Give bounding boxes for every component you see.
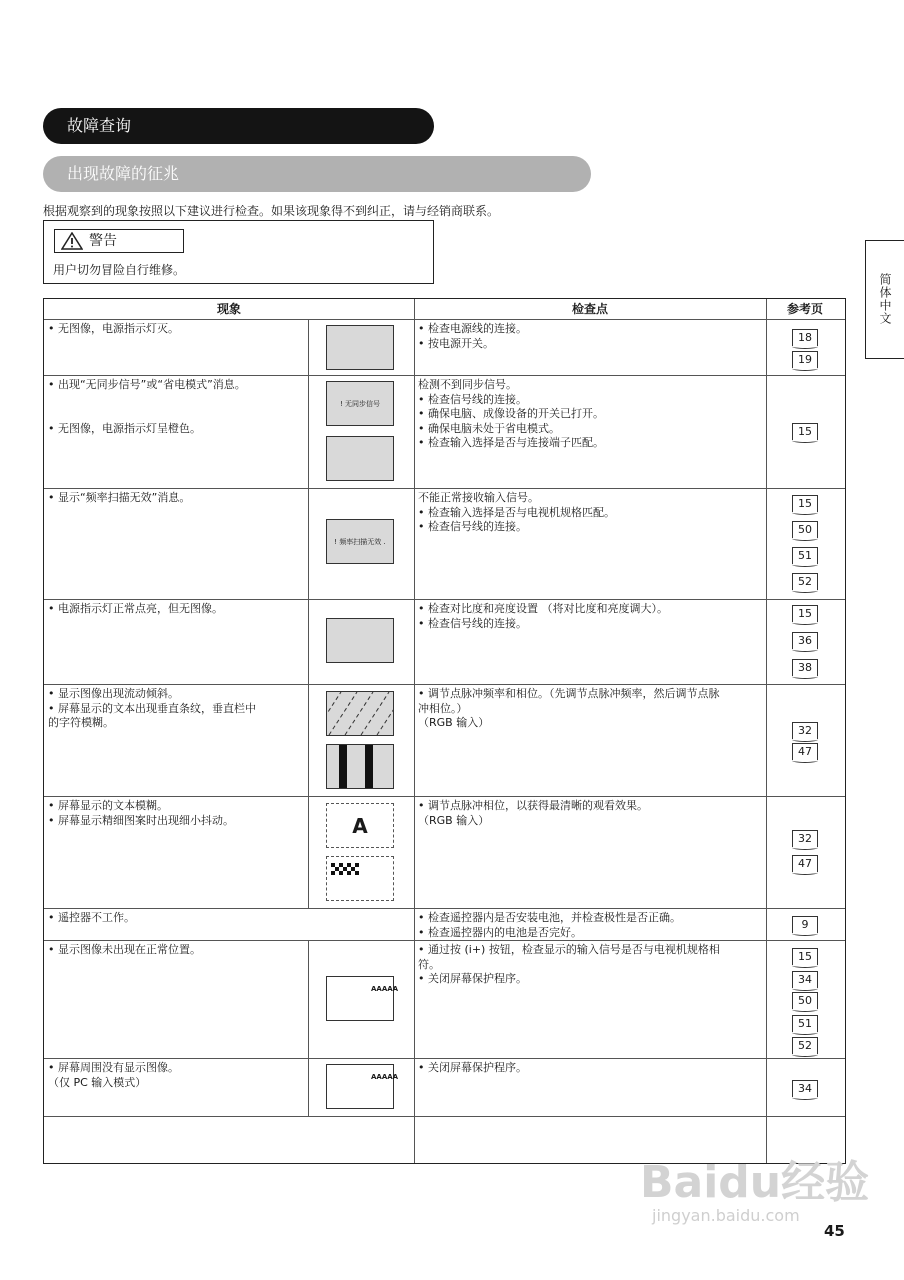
check-text: 符。 — [418, 957, 440, 971]
symptom-text: • 屏幕周围没有显示图像。 — [48, 1061, 179, 1074]
reference-page-icon: 50 — [792, 992, 818, 1009]
check-text: • 确保电脑未处于省电模式。 — [418, 421, 560, 435]
screen-illustration — [326, 381, 394, 426]
symptom-text: • 屏幕显示精细图案时出现细小抖动。 — [48, 813, 234, 827]
check-cell — [418, 491, 615, 535]
check-cell — [418, 799, 648, 828]
symptom-text: • 电源指示灯正常点亮，但无图像。 — [48, 602, 223, 615]
section-title: 故障查询 — [67, 116, 132, 135]
check-text: • 检查信号线的连接。 — [418, 392, 527, 406]
table-row — [44, 488, 844, 599]
reference-page-icon: 51 — [792, 547, 818, 564]
reference-page-icon: 32 — [792, 722, 818, 739]
reference-page-icon: 34 — [792, 971, 818, 988]
screen-illustration — [326, 976, 399, 1021]
reference-page-icon: 52 — [792, 1037, 818, 1054]
reference-page-icon: 52 — [792, 573, 818, 590]
symptom-text: • 出现“无同步信号”或“省电模式”消息。 — [48, 378, 246, 391]
diagonal-noise-graphic — [327, 692, 393, 735]
troubleshooting-table — [43, 298, 846, 1164]
symptom-cell — [48, 911, 135, 926]
warning-triangle-icon — [61, 232, 83, 250]
warning-box — [43, 220, 434, 284]
check-text: 冲相位。） — [418, 701, 468, 715]
subsection-title: 出现故障的征兆 — [67, 164, 180, 183]
check-text: • 检查遥控器内是否安装电池，并检查极性是否正确。 — [418, 911, 681, 924]
warning-title: 警告 — [89, 233, 117, 249]
table-row — [44, 940, 844, 1058]
check-cell — [418, 1061, 527, 1076]
check-cell — [418, 602, 668, 631]
column-header: 现象 — [216, 302, 241, 316]
vertical-bars-graphic — [327, 745, 393, 788]
screen-illustration — [326, 436, 394, 481]
subsection-title-banner — [43, 156, 591, 192]
warning-text: 用户切勿冒险自行维修。 — [53, 263, 186, 277]
column-header: 检查点 — [571, 302, 608, 316]
check-text: 不能正常接收输入信号。 — [418, 491, 539, 504]
baidu-watermark — [640, 1146, 869, 1225]
reference-page-icon: 36 — [792, 632, 818, 649]
symptom-cell — [48, 943, 201, 958]
reference-page-icon: 15 — [792, 605, 818, 622]
reference-page-icon: 51 — [792, 1015, 818, 1032]
symptom-cell — [48, 687, 256, 731]
screen-offset-text: AAAAA — [371, 1073, 399, 1081]
language-label: 简体中文 — [878, 273, 892, 325]
reference-page-icon: 47 — [792, 743, 818, 760]
check-text: • 确保电脑、成像设备的开关已打开。 — [418, 407, 604, 420]
intro-text: 根据观察到的现象按照以下建议进行检查。如果该现象得不到纠正，请与经销商联系。 — [43, 204, 500, 218]
symptom-cell — [48, 322, 179, 337]
symptom-text: • 遥控器不工作。 — [48, 911, 135, 924]
screen-letter: A — [352, 814, 368, 838]
symptom-cell — [48, 1061, 179, 1090]
check-text: • 检查遥控器内的电池是否完好。 — [418, 925, 582, 939]
screen-illustration — [326, 325, 394, 370]
watermark-logo: Baidu经验 — [640, 1157, 870, 1208]
symptom-text: • 无图像，电源指示灯灭。 — [48, 322, 179, 335]
symptom-text: • 无图像，电源指示灯呈橙色。 — [48, 421, 201, 435]
warning-title-box — [54, 229, 184, 253]
symptom-text: • 显示图像出现流动倾斜。 — [48, 687, 179, 700]
check-text: • 按电源开关。 — [418, 336, 494, 350]
language-side-tab — [865, 240, 904, 359]
check-text: （RGB 输入） — [418, 716, 490, 729]
reference-page-icon: 47 — [792, 855, 818, 872]
symptom-cell — [48, 602, 223, 617]
check-text: • 检查输入选择是否与连接端子匹配。 — [418, 436, 604, 449]
screen-message: ! 频率扫描无效 . — [334, 538, 386, 546]
table-row — [44, 1058, 844, 1116]
reference-page-icon: 50 — [792, 521, 818, 538]
reference-page-icon: 15 — [792, 495, 818, 512]
symptom-text: • 屏幕显示的文本模糊。 — [48, 799, 168, 812]
symptom-text: • 屏幕显示的文本出现垂直条纹，垂直栏中 — [48, 701, 256, 715]
screen-illustration — [326, 519, 394, 564]
screen-illustration — [326, 856, 394, 901]
check-cell — [418, 687, 719, 731]
check-text: • 检查输入选择是否与电视机规格匹配。 — [418, 505, 615, 519]
watermark-url: jingyan.baidu.com — [652, 1206, 800, 1225]
reference-page-icon: 18 — [792, 329, 818, 346]
table-row — [44, 908, 844, 940]
check-text: • 关闭屏幕保护程序。 — [418, 972, 527, 985]
check-cell — [418, 378, 604, 451]
table-row — [44, 599, 844, 684]
column-header: 参考页 — [786, 302, 823, 316]
screen-illustration — [326, 691, 394, 736]
symptom-text: • 显示图像未出现在正常位置。 — [48, 943, 201, 956]
check-cell — [418, 911, 681, 940]
symptom-cell — [48, 491, 190, 506]
check-text: • 检查电源线的连接。 — [418, 322, 527, 335]
reference-page-icon: 9 — [792, 916, 818, 933]
symptom-text: 的字符模糊。 — [48, 716, 114, 729]
screen-illustration — [326, 618, 394, 663]
page-number: 45 — [824, 1222, 845, 1240]
check-cell — [418, 943, 720, 987]
reference-page-icon: 15 — [792, 423, 818, 440]
check-text: （RGB 输入） — [418, 813, 490, 827]
check-text: • 关闭屏幕保护程序。 — [418, 1061, 527, 1074]
table-row — [44, 319, 844, 375]
check-text: 检测不到同步信号。 — [418, 378, 517, 391]
check-cell — [418, 322, 527, 351]
symptom-cell — [48, 799, 234, 828]
symptom-text — [48, 393, 246, 408]
symptom-text — [48, 407, 246, 422]
check-text: • 检查信号线的连接。 — [418, 520, 527, 533]
symptom-text: • 显示“频率扫描无效”消息。 — [48, 491, 191, 504]
reference-page-icon: 34 — [792, 1080, 818, 1097]
symptom-text: （仅 PC 输入模式） — [48, 1075, 147, 1089]
checker-pattern-graphic — [327, 857, 393, 900]
screen-message: ! 无同步信号 — [339, 400, 381, 408]
check-text: • 通过按 (i+) 按钮，检查显示的输入信号是否与电视机规格相 — [418, 943, 720, 956]
check-text: • 调节点脉冲相位，以获得最清晰的观看效果。 — [418, 799, 648, 812]
section-title-banner — [43, 108, 434, 144]
symptom-cell — [48, 378, 246, 436]
reference-page-icon: 19 — [792, 351, 818, 368]
table-row — [44, 684, 844, 796]
screen-illustration — [326, 744, 394, 789]
screen-illustration — [326, 803, 394, 848]
check-text: • 检查对比度和亮度设置 （将对比度和亮度调大）。 — [418, 602, 668, 615]
screen-illustration — [326, 1064, 399, 1109]
check-text: • 检查信号线的连接。 — [418, 616, 527, 630]
table-row — [44, 375, 844, 488]
reference-page-icon: 38 — [792, 659, 818, 676]
reference-page-icon: 32 — [792, 830, 818, 847]
reference-page-icon: 15 — [792, 948, 818, 965]
table-row — [44, 796, 844, 908]
screen-offset-text: AAAAA — [371, 985, 399, 993]
check-text: • 调节点脉冲频率和相位。（先调节点脉冲频率，然后调节点脉 — [418, 687, 720, 700]
